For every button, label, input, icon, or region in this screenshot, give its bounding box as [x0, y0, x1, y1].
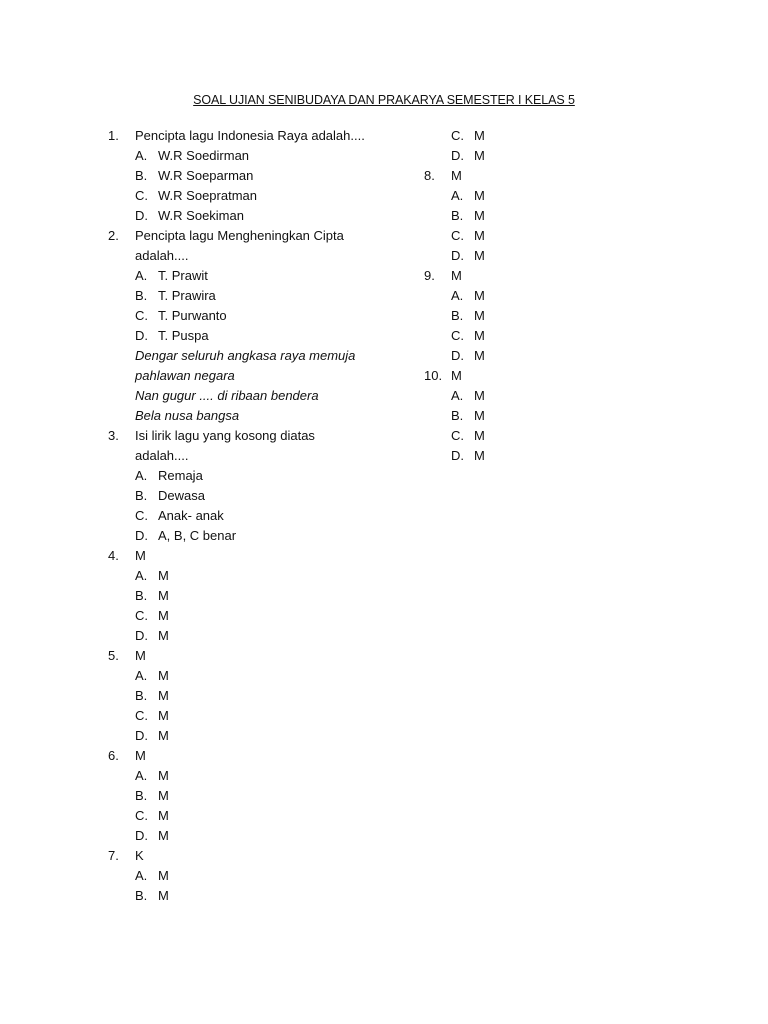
lyric-line — [108, 406, 408, 426]
page-title: SOAL UJIAN SENIBUDAYA DAN PRAKARYA SEMESTER I KELAS 5 — [193, 93, 575, 107]
question-text: Isi lirik lagu yang kosong diatas — [135, 428, 315, 443]
option-text: M — [158, 608, 169, 623]
option-letter: D. — [135, 208, 148, 223]
option-line — [424, 446, 584, 466]
question-line — [108, 226, 408, 246]
question-number: 7. — [108, 848, 119, 863]
option-text: M — [474, 288, 485, 303]
option-letter: D. — [451, 248, 464, 263]
option-line — [108, 626, 408, 646]
option-line — [108, 766, 408, 786]
option-text: M — [158, 808, 169, 823]
option-line — [108, 606, 408, 626]
option-line — [108, 806, 408, 826]
option-line — [108, 786, 408, 806]
question-number: 1. — [108, 128, 119, 143]
option-letter: B. — [135, 288, 148, 303]
option-letter: B. — [451, 208, 464, 223]
option-line — [108, 146, 408, 166]
option-letter: C. — [135, 308, 148, 323]
question-line — [424, 366, 584, 386]
option-text: M — [474, 308, 485, 323]
option-letter: A. — [135, 568, 148, 583]
option-letter: B. — [135, 788, 148, 803]
option-letter: D. — [451, 348, 464, 363]
option-letter: B. — [135, 488, 148, 503]
option-line — [424, 426, 584, 446]
option-line — [108, 166, 408, 186]
option-line — [108, 486, 408, 506]
question-text: Pencipta lagu Mengheningkan Cipta — [135, 228, 344, 243]
option-line — [108, 306, 408, 326]
option-text: Dewasa — [158, 488, 205, 503]
option-letter: C. — [451, 128, 464, 143]
option-line — [108, 326, 408, 346]
option-text: M — [474, 248, 485, 263]
option-line — [108, 706, 408, 726]
option-text: M — [158, 708, 169, 723]
option-text: M — [158, 868, 169, 883]
option-letter: B. — [135, 168, 148, 183]
question-line — [108, 646, 408, 666]
lyric-text: pahlawan negara — [135, 368, 235, 383]
option-line — [108, 466, 408, 486]
option-line — [108, 266, 408, 286]
option-text: M — [474, 348, 485, 363]
option-line — [108, 726, 408, 746]
option-line — [424, 326, 584, 346]
option-line — [108, 826, 408, 846]
question-number: 5. — [108, 648, 119, 663]
option-line — [108, 686, 408, 706]
option-line — [108, 586, 408, 606]
option-letter: B. — [451, 408, 464, 423]
option-line — [108, 566, 408, 586]
option-line — [108, 666, 408, 686]
option-text: M — [158, 668, 169, 683]
option-text: M — [158, 788, 169, 803]
option-line — [424, 306, 584, 326]
option-letter: A. — [451, 388, 464, 403]
question-text: M — [135, 548, 146, 563]
left-column — [108, 126, 408, 906]
option-text: M — [158, 768, 169, 783]
option-line — [424, 226, 584, 246]
question-text: M — [135, 748, 146, 763]
option-letter: C. — [135, 608, 148, 623]
option-line — [424, 146, 584, 166]
option-letter: C. — [451, 228, 464, 243]
option-text: W.R Soeparman — [158, 168, 254, 183]
lyric-text: Dengar seluruh angkasa raya memuja — [135, 348, 356, 363]
question-text: Pencipta lagu Indonesia Raya adalah.... — [135, 128, 365, 143]
lyric-line — [108, 386, 408, 406]
option-line — [108, 886, 408, 906]
question-number: 9. — [424, 268, 435, 283]
option-line — [108, 866, 408, 886]
option-text: M — [158, 728, 169, 743]
option-line — [108, 526, 408, 546]
option-letter: D. — [135, 328, 148, 343]
option-letter: B. — [451, 308, 464, 323]
right-column — [424, 126, 584, 466]
option-letter: A. — [135, 268, 148, 283]
option-letter: C. — [135, 708, 148, 723]
question-line — [108, 846, 408, 866]
option-letter: A. — [135, 468, 148, 483]
question-number: 10. — [424, 368, 443, 383]
question-line — [108, 126, 408, 146]
question-text: adalah.... — [135, 448, 189, 463]
option-line — [424, 126, 584, 146]
option-text: A, B, C benar — [158, 528, 237, 543]
option-line — [424, 286, 584, 306]
option-text: W.R Soedirman — [158, 148, 250, 163]
option-letter: A. — [135, 868, 148, 883]
option-text: M — [158, 828, 169, 843]
option-text: Anak- anak — [158, 508, 224, 523]
option-letter: D. — [135, 628, 148, 643]
option-letter: C. — [135, 188, 148, 203]
option-text: M — [158, 688, 169, 703]
option-text: M — [158, 628, 169, 643]
question-text: M — [451, 168, 462, 183]
option-letter: D. — [135, 728, 148, 743]
option-line — [108, 506, 408, 526]
option-line — [424, 206, 584, 226]
option-letter: B. — [135, 688, 148, 703]
option-text: T. Purwanto — [158, 308, 227, 323]
question-text: M — [135, 648, 146, 663]
option-text: W.R Soekiman — [158, 208, 244, 223]
option-letter: B. — [135, 888, 148, 903]
option-text: M — [474, 128, 485, 143]
lyric-text: Bela nusa bangsa — [135, 408, 240, 423]
option-letter: D. — [451, 148, 464, 163]
option-letter: A. — [135, 148, 148, 163]
option-text: M — [474, 148, 485, 163]
option-line — [424, 346, 584, 366]
option-letter: A. — [135, 768, 148, 783]
lyric-line — [108, 366, 408, 386]
option-line — [424, 386, 584, 406]
question-line — [108, 426, 408, 446]
question-number: 6. — [108, 748, 119, 763]
option-line — [424, 246, 584, 266]
option-text: M — [474, 448, 485, 463]
question-line — [108, 546, 408, 566]
option-letter: D. — [451, 448, 464, 463]
option-text: M — [474, 188, 485, 203]
option-text: M — [158, 888, 169, 903]
option-letter: D. — [135, 528, 148, 543]
option-text: M — [158, 568, 169, 583]
question-number: 2. — [108, 228, 119, 243]
option-letter: C. — [135, 508, 148, 523]
option-letter: D. — [135, 828, 148, 843]
option-text: Remaja — [158, 468, 203, 483]
option-text: T. Prawit — [158, 268, 208, 283]
option-letter: C. — [135, 808, 148, 823]
option-text: M — [474, 228, 485, 243]
lyric-text: Nan gugur .... di ribaan bendera — [135, 388, 319, 403]
question-continuation — [108, 446, 408, 466]
option-line — [424, 186, 584, 206]
question-number: 3. — [108, 428, 119, 443]
option-line — [108, 286, 408, 306]
question-text: adalah.... — [135, 248, 189, 263]
option-text: M — [474, 208, 485, 223]
option-line — [108, 186, 408, 206]
question-text: M — [451, 268, 462, 283]
question-line — [108, 746, 408, 766]
question-number: 8. — [424, 168, 435, 183]
question-number: 4. — [108, 548, 119, 563]
option-line — [108, 206, 408, 226]
option-letter: C. — [451, 328, 464, 343]
option-text: W.R Soepratman — [158, 188, 257, 203]
option-text: M — [474, 428, 485, 443]
option-text: M — [474, 328, 485, 343]
option-text: M — [158, 588, 169, 603]
option-letter: B. — [135, 588, 148, 603]
question-line — [424, 166, 584, 186]
question-text: M — [451, 368, 462, 383]
option-letter: A. — [451, 188, 464, 203]
option-line — [424, 406, 584, 426]
option-letter: C. — [451, 428, 464, 443]
question-continuation — [108, 246, 408, 266]
lyric-line — [108, 346, 408, 366]
option-text: T. Prawira — [158, 288, 216, 303]
option-text: M — [474, 388, 485, 403]
question-line — [424, 266, 584, 286]
option-text: M — [474, 408, 485, 423]
question-text: K — [135, 848, 144, 863]
option-letter: A. — [135, 668, 148, 683]
option-text: T. Puspa — [158, 328, 209, 343]
option-letter: A. — [451, 288, 464, 303]
